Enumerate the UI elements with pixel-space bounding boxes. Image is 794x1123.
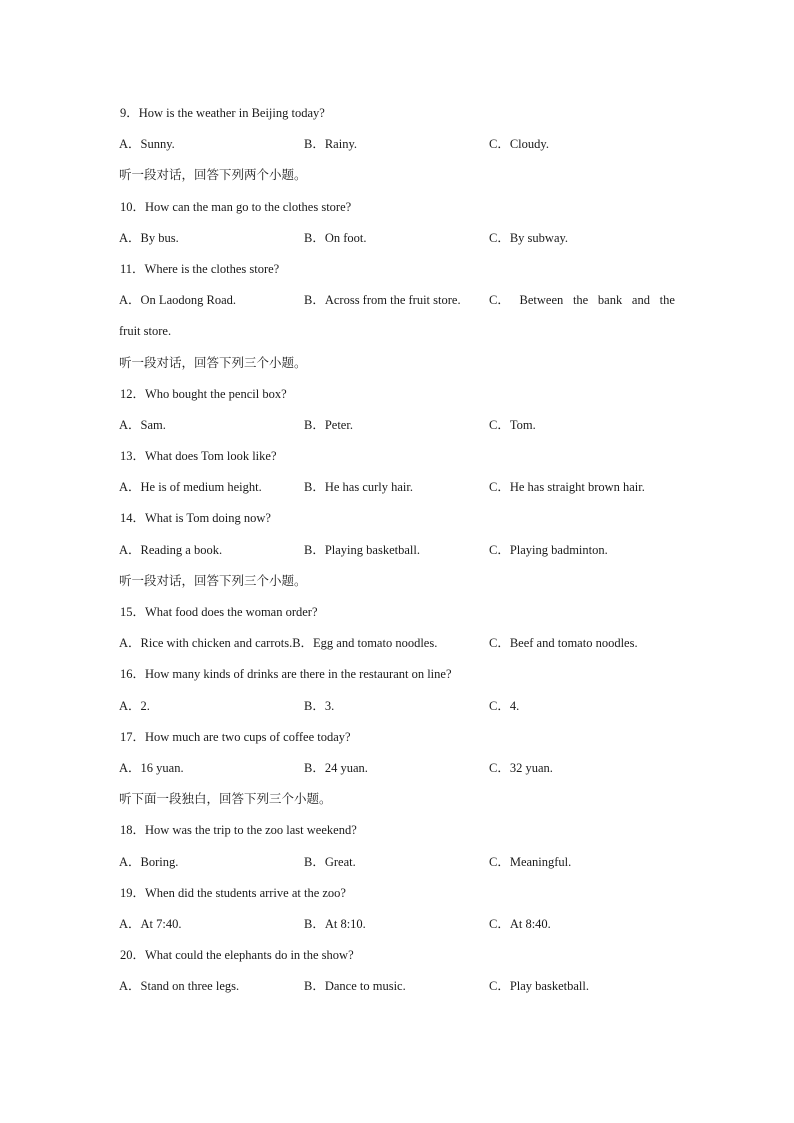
question-11: 11．Where is the clothes store? xyxy=(120,261,280,276)
option-10c: C．By subway. xyxy=(489,230,569,245)
option-11b: B．Across from the fruit store. xyxy=(304,293,461,308)
options-17 xyxy=(119,757,679,788)
option-18c: C．Meaningful. xyxy=(489,854,572,869)
options-19 xyxy=(119,913,679,944)
option-19a: A．At 7:40. xyxy=(119,916,182,931)
option-20c: C．Play basketball. xyxy=(489,979,589,994)
options-14 xyxy=(119,539,679,570)
options-20 xyxy=(119,975,679,1006)
question-20: 20．What could the elephants do in the show? xyxy=(120,948,354,963)
options-10 xyxy=(119,227,679,258)
option-11c-word: C． xyxy=(489,293,510,308)
option-18b: B．Great. xyxy=(304,854,356,869)
question-13: 13．What does Tom look like? xyxy=(120,449,277,464)
option-11c-word: the xyxy=(659,293,675,308)
option-11c-word: Between xyxy=(519,293,564,308)
section-instruction-4: 听下面一段独白，回答下列三个小题。 xyxy=(119,791,332,807)
option-16a: A．2. xyxy=(119,698,150,713)
section-instruction-3: 听一段对话，回答下列三个小题。 xyxy=(119,572,307,588)
option-14b: B．Playing basketball. xyxy=(304,542,420,557)
question-9: 9．How is the weather in Beijing today? xyxy=(120,106,325,120)
listening-questions xyxy=(119,102,679,1006)
option-15ab: A．Rice with chicken and carrots.B．Egg and tomato noodles. xyxy=(119,636,438,651)
option-11a: A．On Laodong Road. xyxy=(119,293,236,308)
option-9b: B．Rainy. xyxy=(304,137,358,152)
options-16 xyxy=(119,695,679,726)
question-17: 17．How much are two cups of coffee today? xyxy=(120,729,351,744)
option-10b: B．On foot. xyxy=(304,230,367,245)
option-11c-word: the xyxy=(572,293,589,308)
section-instruction-1: 听一段对话，回答下列两个小题。 xyxy=(119,167,307,183)
option-17b: B．24 yuan. xyxy=(304,760,368,775)
option-11c-word: and xyxy=(631,293,650,308)
question-14: 14．What is Tom doing now? xyxy=(120,511,271,526)
option-14c: C．Playing badminton. xyxy=(489,542,608,557)
option-11c xyxy=(489,289,675,311)
option-15c: C．Beef and tomato noodles. xyxy=(489,636,638,651)
option-12a: A．Sam. xyxy=(119,417,166,432)
question-12: 12．Who bought the pencil box? xyxy=(120,386,287,401)
option-12b: B．Peter. xyxy=(304,417,353,432)
options-18 xyxy=(119,851,679,882)
options-9 xyxy=(119,133,679,164)
question-15: 15．What food does the woman order? xyxy=(120,605,318,619)
option-20b: B．Dance to music. xyxy=(304,979,406,994)
option-19c: C．At 8:40. xyxy=(489,916,551,931)
option-13a: A．He is of medium height. xyxy=(119,480,262,495)
options-12 xyxy=(119,414,679,445)
option-12c: C．Tom. xyxy=(489,417,536,432)
option-11c-word: bank xyxy=(597,293,623,308)
question-16: 16．How many kinds of drinks are there in the restaurant on line? xyxy=(120,667,452,682)
option-16b: B．3. xyxy=(304,698,335,713)
option-13b: B．He has curly hair. xyxy=(304,480,414,495)
option-16c: C．4. xyxy=(489,698,520,713)
question-18: 18．How was the trip to the zoo last weekend? xyxy=(120,823,357,838)
option-9c: C．Cloudy. xyxy=(489,137,549,152)
option-10a: A．By bus. xyxy=(119,230,179,245)
option-19b: B．At 8:10. xyxy=(304,916,366,931)
option-17a: A．16 yuan. xyxy=(119,760,184,775)
question-10: 10．How can the man go to the clothes store? xyxy=(120,199,352,214)
option-18a: A．Boring. xyxy=(119,854,179,869)
option-13c: C．He has straight brown hair. xyxy=(489,480,645,495)
option-11c-continuation: fruit store. xyxy=(119,324,172,339)
option-20a: A．Stand on three legs. xyxy=(119,979,240,994)
option-9a: A．Sunny. xyxy=(119,137,175,152)
option-14a: A．Reading a book. xyxy=(119,542,223,557)
section-instruction-2: 听一段对话，回答下列三个小题。 xyxy=(119,354,307,370)
option-17c: C．32 yuan. xyxy=(489,760,553,775)
options-15 xyxy=(119,632,679,663)
options-13 xyxy=(119,476,679,507)
options-11 xyxy=(119,289,679,320)
question-19: 19．When did the students arrive at the zoo? xyxy=(120,885,346,900)
